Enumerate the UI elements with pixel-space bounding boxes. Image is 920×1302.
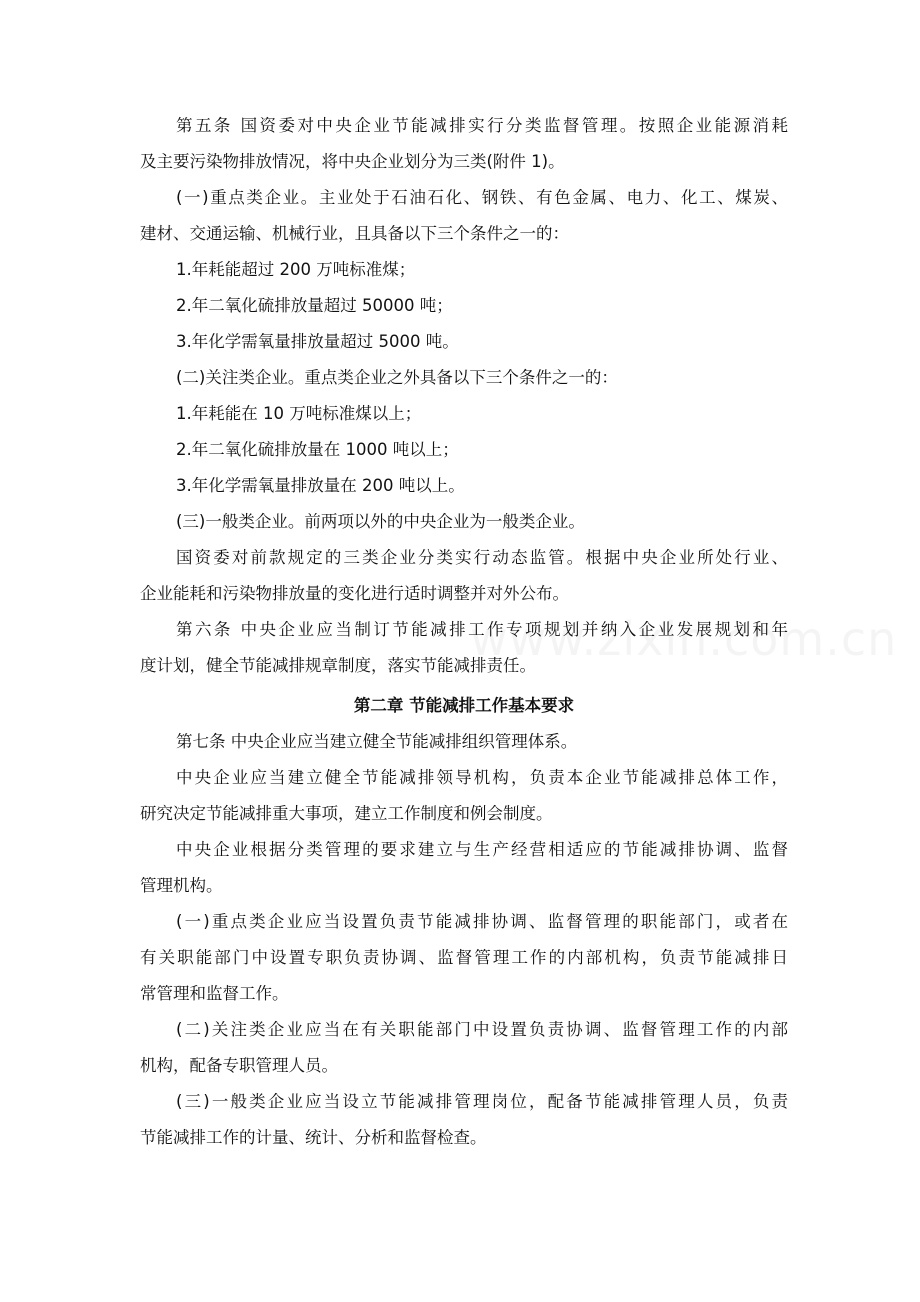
attention-org-line-1: (二)关注类企业应当在有关职能部门中设置负责协调、监督管理工作的内部 xyxy=(176,1020,788,1039)
key-condition-1: 1.年耗能超过 200 万吨标准煤； xyxy=(176,260,416,279)
attention-org-line-2: 机构，配备专职管理人员。 xyxy=(140,1056,338,1075)
article-7-line: 第七条 中央企业应当建立健全节能减排组织管理体系。 xyxy=(176,732,578,751)
general-org-line-2: 节能减排工作的计量、统计、分析和监督检查。 xyxy=(140,1128,487,1147)
attention-condition-3: 3.年化学需氧量排放量在 200 吨以上。 xyxy=(176,476,465,495)
article-6-line-2: 度计划，健全节能减排规章制度，落实节能减排责任。 xyxy=(140,656,536,675)
leadership-line-1: 中央企业应当建立健全节能减排领导机构，负责本企业节能减排总体工作， xyxy=(176,768,788,787)
key-org-line-2: 有关职能部门中设置专职负责协调、监督管理工作的内部机构，负责节能减排日 xyxy=(140,948,788,967)
article-5-line-2: 及主要污染物排放情况，将中央企业划分为三类(附件 1)。 xyxy=(140,152,565,171)
dynamic-supervision-line-1: 国资委对前款规定的三类企业分类实行动态监管。根据中央企业所处行业、 xyxy=(176,548,788,567)
coordination-line-2: 管理机构。 xyxy=(140,876,223,895)
key-condition-3: 3.年化学需氧量排放量超过 5000 吨。 xyxy=(176,332,459,351)
general-org-line-1: (三)一般类企业应当设立节能减排管理岗位，配备节能减排管理人员，负责 xyxy=(176,1092,788,1111)
category-key-line-2: 建材、交通运输、机械行业，且具备以下三个条件之一的： xyxy=(140,224,569,243)
attention-condition-2: 2.年二氧化硫排放量在 1000 吨以上； xyxy=(176,440,459,459)
category-attention-line: (二)关注类企业。重点类企业之外具备以下三个条件之一的： xyxy=(176,368,618,387)
key-org-line-1: (一)重点类企业应当设置负责节能减排协调、监督管理的职能部门，或者在 xyxy=(176,912,788,931)
key-condition-2: 2.年二氧化硫排放量超过 50000 吨； xyxy=(176,296,453,315)
article-6-line-1: 第六条 中央企业应当制订节能减排工作专项规划并纳入企业发展规划和年 xyxy=(176,620,788,639)
article-5-line-1: 第五条 国资委对中央企业节能减排实行分类监督管理。按照企业能源消耗 xyxy=(176,116,788,135)
key-org-line-3: 常管理和监督工作。 xyxy=(140,984,289,1003)
dynamic-supervision-line-2: 企业能耗和污染物排放量的变化进行适时调整并对外公布。 xyxy=(140,584,569,603)
category-key-line-1: (一)重点类企业。主业处于石油石化、钢铁、有色金属、电力、化工、煤炭、 xyxy=(176,188,788,207)
leadership-line-2: 研究决定节能减排重大事项，建立工作制度和例会制度。 xyxy=(140,804,553,823)
coordination-line-1: 中央企业根据分类管理的要求建立与生产经营相适应的节能减排协调、监督 xyxy=(176,840,788,859)
chapter-2-heading: 第二章 节能减排工作基本要求 xyxy=(353,696,575,715)
attention-condition-1: 1.年耗能在 10 万吨标准煤以上； xyxy=(176,404,422,423)
watermark xyxy=(470,612,897,666)
category-general-line: (三)一般类企业。前两项以外的中央企业为一般类企业。 xyxy=(176,512,585,531)
